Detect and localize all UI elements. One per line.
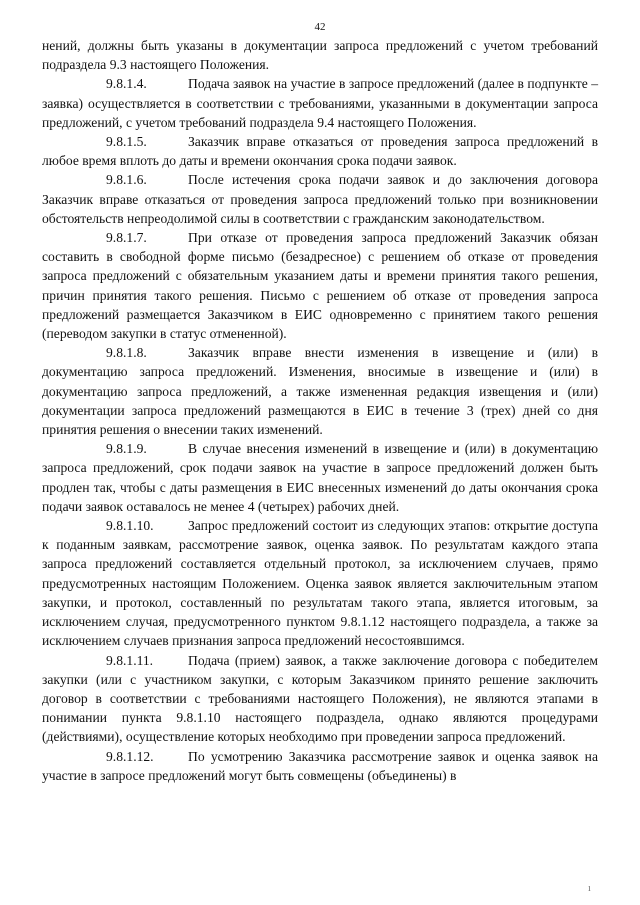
paragraph-text: Запрос предложений состоит из следующих этапов: открытие доступа к поданным заявкам, рассмотрение заявок, оценка заявок. По результатам каждого этапа запроса предложений составляется отдельный протокол, за исключением случаев, прямо предусмотренных настоящим Положением. Оценка заявок является заключительным этапом закупки, и протокол, составленный по результатам такого этапа, является итоговым, за исключением случая, предусмотренного пунктом 9.8.1.12 настоящего подраздела, а также за исключением случаев признания запроса предложений несостоявшимся.: [42, 518, 598, 649]
paragraph-text: После истечения срока подачи заявок и до заключения договора Заказчик вправе отказаться от проведения запроса предложений только при возникновении обстоятельств непреодолимой силы в соответствии с гражданским законодательством.: [42, 172, 598, 226]
paragraph-number: 9.8.1.9.: [106, 441, 147, 457]
paragraph-9-8-1-8: [42, 343, 598, 439]
paragraph-9-8-1-10: [42, 516, 598, 650]
paragraph-text: В случае внесения изменений в извещение и (или) в документацию запроса предложений, срок подачи заявок на участие в запросе предложений должен быть продлен так, чтобы с даты размещения в ЕИС внесенных изменений до даты окончания срока подачи заявок оставалось не менее 4 (четырех) рабочих дней.: [42, 441, 598, 514]
paragraph-text: По усмотрению Заказчика рассмотрение заявок и оценка заявок на участие в запросе предложений могут быть совмещены (объединены) в: [42, 748, 598, 783]
paragraph-number: 9.8.1.12.: [106, 748, 154, 764]
paragraph-number: 9.8.1.8.: [106, 345, 147, 361]
paragraph-9-8-1-6: [42, 170, 598, 228]
paragraph-9-8-1-5: [42, 132, 598, 170]
paragraph-number: 9.8.1.7.: [106, 230, 147, 246]
paragraph-9-8-1-12: [42, 747, 598, 785]
paragraph-number: 9.8.1.10.: [106, 518, 154, 534]
paragraph-number: 9.8.1.5.: [106, 134, 147, 150]
document-body: [42, 36, 598, 785]
paragraph-9-8-1-11: [42, 651, 598, 747]
page-number: 42: [314, 21, 326, 33]
paragraph-text: Заказчик вправе отказаться от проведения запроса предложений в любое время вплоть до даты и времени окончания срока подачи заявок.: [42, 134, 598, 169]
paragraph-text: Подача (прием) заявок, а также заключение договора с победителем закупки (или с участником закупки, с которым Заказчиком принято решение заключить договор в соответствии с требованиями настоящего Положения), не являются этапами в понимании пункта 9.8.1.10 настоящего подраздела, однако являются процедурами (действиями), осуществление которых необходимо при проведении запроса предложений.: [42, 652, 598, 745]
intro-paragraph: нений, должны быть указаны в документации запроса предложений с учетом требований подраздела 9.3 настоящего Положения.: [42, 38, 598, 73]
paragraph-text: При отказе от проведения запроса предложений Заказчик обязан составить в свободной форме письмо (безадресное) с решением об отказе от проведения запроса предложений с обязательным указанием даты и времени принятия такого решения, причин принятия такого решения. Письмо с решением об отказе от проведения запроса предложений размещается Заказчиком в ЕИС одновременно с принятием такого решения (переводом закупки в статус отмененной).: [42, 230, 598, 342]
paragraph-text: Подача заявок на участие в запросе предложений (далее в подпункте – заявка) осуществляется в соответствии с требованиями, указанными в документации запроса предложений, с учетом требований подраздела 9.4 настоящего Положения.: [42, 76, 598, 130]
paragraph-number: 9.8.1.4.: [106, 76, 147, 92]
paragraph-text: Заказчик вправе внести изменения в извещение и (или) в документацию запроса предложений. Изменения, вносимые в извещение и (или) в документацию запроса предложений, а также измененная редакция извещения и (или) документации запроса предложений размещаются в ЕИС в течение 3 (трех) дней со дня принятия решения о внесении таких изменений.: [42, 345, 598, 438]
paragraph-9-8-1-9: [42, 439, 598, 516]
paragraph-number: 9.8.1.6.: [106, 172, 147, 188]
paragraph-9-8-1-4: [42, 74, 598, 132]
paragraph-9-8-1-7: [42, 228, 598, 343]
paragraph-number: 9.8.1.11.: [106, 652, 154, 668]
margin-mark: ı: [588, 883, 591, 894]
